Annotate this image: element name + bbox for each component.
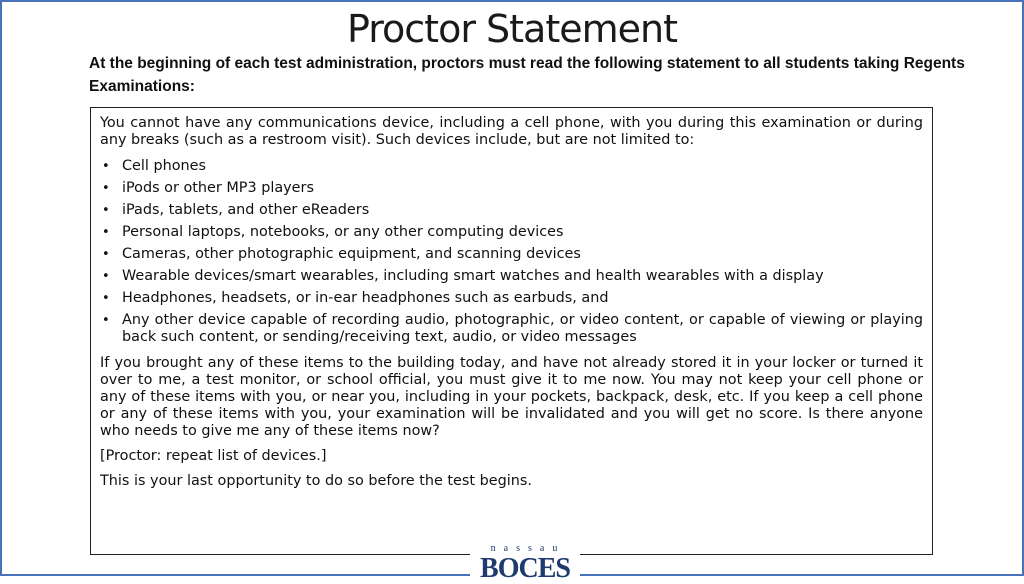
- device-item: [100, 158, 923, 175]
- logo-main-text: BOCES: [480, 553, 570, 584]
- bullet-icon: •: [102, 181, 110, 196]
- bullet-icon: •: [102, 291, 110, 306]
- device-item-text: iPads, tablets, and other eReaders: [122, 202, 370, 218]
- device-item-text: Cameras, other photographic equipment, and scanning devices: [122, 246, 581, 262]
- device-item: [100, 180, 923, 197]
- bullet-icon: •: [102, 225, 110, 240]
- statement-warning: If you brought any of these items to the building today, and have not already stored it in your locker or turned it over to me, a test monitor, or school official, you must give it to me now. You may not keep your cell phone or any of these items with you, or near you, including in your pockets, backpack, desk, etc. If you keep a cell phone or any of these items with you, your examination will be invalidated and you will get no score. Is there anyone who needs to give me any of these items now?: [100, 355, 923, 439]
- proctor-statement-box: [90, 107, 933, 555]
- bullet-icon: •: [102, 313, 110, 328]
- device-item: [100, 312, 923, 346]
- bullet-icon: •: [102, 159, 110, 174]
- bullet-icon: •: [102, 203, 110, 218]
- proctor-note: [Proctor: repeat list of devices.]: [100, 448, 327, 464]
- slide-title: Proctor Statement: [347, 7, 677, 51]
- device-item-text: Personal laptops, notebooks, or any other computing devices: [122, 224, 564, 240]
- device-item-text: iPods or other MP3 players: [122, 180, 314, 196]
- device-item: [100, 224, 923, 241]
- device-item-text: Headphones, headsets, or in-ear headphones such as earbuds, and: [122, 290, 609, 306]
- nassau-boces-logo: [470, 543, 580, 584]
- logo-top-text: nassau: [490, 543, 566, 554]
- device-item: [100, 246, 923, 263]
- device-item: [100, 202, 923, 219]
- device-list: [100, 158, 923, 346]
- intro-text: At the beginning of each test administration, proctors must read the following statement to all students taking Regents Examinations:: [89, 55, 965, 95]
- device-item-text: Cell phones: [122, 158, 207, 174]
- statement-opening: You cannot have any communications device, including a cell phone, with you during this examination or during any breaks (such as a restroom visit). Such devices include, but are not limited to:: [100, 115, 923, 148]
- device-item-text: Any other device capable of recording audio, photographic, or video content, or capable of viewing or playing back such content, or sending/receiving text, audio, or video messages: [122, 312, 923, 345]
- bullet-icon: •: [102, 269, 110, 284]
- bullet-icon: •: [102, 247, 110, 262]
- device-item: [100, 290, 923, 307]
- statement-closing: This is your last opportunity to do so before the test begins.: [100, 473, 532, 489]
- device-item: [100, 268, 923, 285]
- device-item-text: Wearable devices/smart wearables, including smart watches and health wearables with a display: [122, 268, 824, 284]
